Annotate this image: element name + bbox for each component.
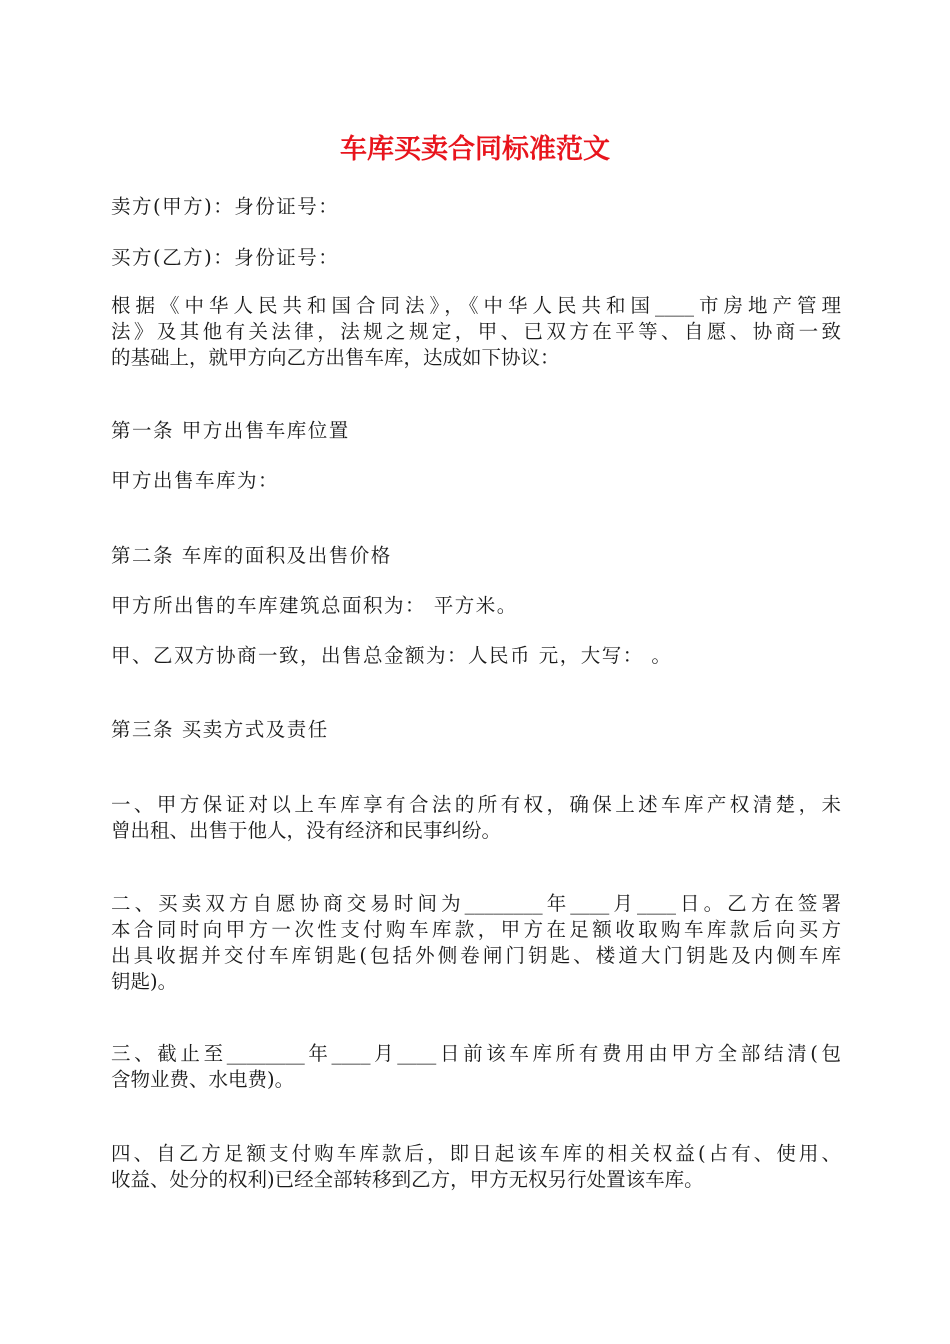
preamble-line: 的基础上，就甲方向乙方出售车库，达成如下协议： (111, 346, 560, 369)
clause3-line: 含物业费、水电费)。 (111, 1068, 295, 1091)
article1-text: 甲方出售车库为： (111, 469, 280, 492)
buyer-line: 买方(乙方)：身份证号： (111, 246, 340, 269)
article1-heading: 第一条 甲方出售车库位置 (111, 419, 350, 442)
preamble-paragraph (111, 293, 841, 371)
clause3-line: 三、截止至________年____月____日前该车库所有费用由甲方全部结清(包 (111, 1042, 841, 1065)
clause2-line: 本合同时向甲方一次性支付购车库款，甲方在足额收取购车库款后向买方 (111, 918, 841, 941)
article3-heading: 第三条 买卖方式及责任 (111, 718, 329, 741)
clause2-paragraph (111, 891, 841, 995)
clause4-paragraph (111, 1141, 841, 1193)
clause1-line: 曾出租、出售于他人，没有经济和民事纠纷。 (111, 819, 502, 842)
document-title: 车库买卖合同标准范文 (340, 134, 610, 165)
article2-price: 甲、乙双方协商一致，出售总金额为：人民币 元，大写： 。 (111, 644, 673, 667)
clause2-line: 二、买卖双方自愿协商交易时间为________年____月____日。乙方在签署 (111, 892, 841, 915)
clause3-paragraph (111, 1041, 841, 1093)
clause1-line: 一、甲方保证对以上车库享有合法的所有权，确保上述车库产权清楚，未 (111, 793, 841, 816)
preamble-line: 根据《中华人民共和国合同法》，《中华人民共和国____市房地产管理 (111, 294, 841, 317)
article2-heading: 第二条 车库的面积及出售价格 (111, 544, 392, 567)
seller-line: 卖方(甲方)：身份证号： (111, 195, 340, 218)
clause4-line: 收益、处分的权利)已经全部转移到乙方，甲方无权另行处置该车库。 (111, 1168, 704, 1191)
clause1-paragraph (111, 792, 841, 844)
clause2-line: 钥匙)。 (111, 970, 178, 993)
clause2-line: 出具收据并交付车库钥匙(包括外侧卷闸门钥匙、楼道大门钥匙及内侧车库 (111, 944, 841, 967)
clause4-line: 四、自乙方足额支付购车库款后，即日起该车库的相关权益(占有、使用、 (111, 1142, 841, 1165)
article2-area: 甲方所出售的车库建筑总面积为： 平方米。 (111, 594, 518, 617)
preamble-line: 法》及其他有关法律，法规之规定，甲、已双方在平等、自愿、协商一致 (111, 320, 841, 343)
